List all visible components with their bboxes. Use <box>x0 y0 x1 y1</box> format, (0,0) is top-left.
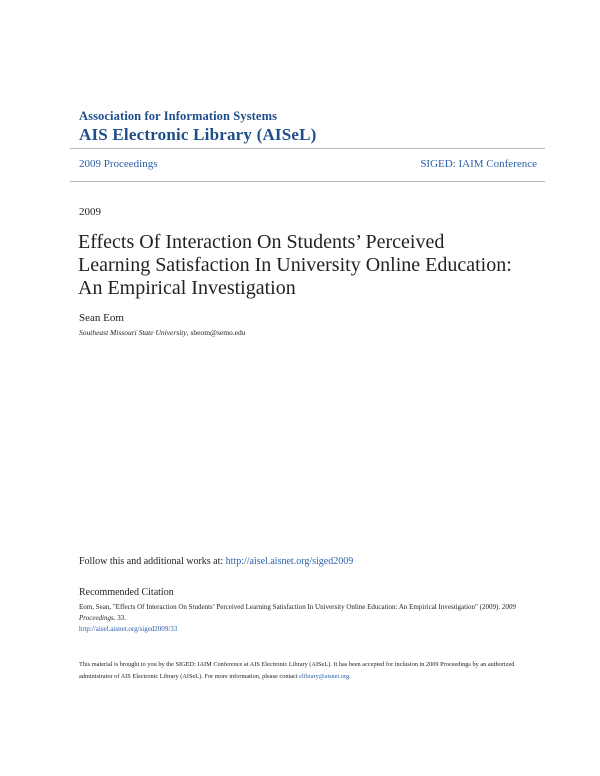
conference-link[interactable]: SIGED: IAIM Conference <box>420 158 537 170</box>
citation-number: . 33. <box>113 614 126 622</box>
citation-proceedings: 2009 Proceedings <box>79 603 516 622</box>
proceedings-link[interactable]: 2009 Proceedings <box>79 158 158 170</box>
citation-text: Eom, Sean, "Effects Of Interaction On Students’ Perceived Learning Satisfaction In University Online Education: An Empirical Investigation" (2009). <box>79 603 502 611</box>
author-name[interactable]: Sean Eom <box>79 312 124 324</box>
org-name[interactable]: Association for Information Systems <box>79 109 278 123</box>
author-affiliation <box>79 328 245 337</box>
footer-text: This material is brought to you by the SIGED: IAIM Conference at AIS Electronic Library (AISeL). It has been accepted for inclusion in 2009 Proceedings by an authorized administrator of AIS Electronic Library (AISeL). For more information, please contact <box>79 661 515 680</box>
footer-notice <box>79 659 519 683</box>
follow-text: Follow this and additional works at: <box>79 556 226 567</box>
citation-heading: Recommended Citation <box>79 587 174 598</box>
citation-link[interactable]: http://aisel.aisnet.org/siged2009/33 <box>79 625 178 633</box>
publication-year: 2009 <box>79 206 101 218</box>
follow-line <box>79 556 353 567</box>
author-email: , sbeom@semo.edu <box>186 328 246 337</box>
library-name[interactable]: AIS Electronic Library (AISeL) <box>79 125 317 144</box>
paper-title: Effects Of Interaction On Students’ Perceived Learning Satisfaction In University Online Education: An Empirical Investigation <box>78 231 512 299</box>
repository-header <box>79 109 317 145</box>
affiliation-name: Southeast Missouri State University <box>79 328 187 337</box>
citation-body <box>79 602 519 635</box>
follow-link[interactable]: http://aisel.aisnet.org/siged2009 <box>225 556 354 567</box>
footer-email-link[interactable]: elibrary@aisnet.org <box>299 673 350 680</box>
footer-end: . <box>349 673 351 680</box>
collection-nav <box>70 148 545 182</box>
